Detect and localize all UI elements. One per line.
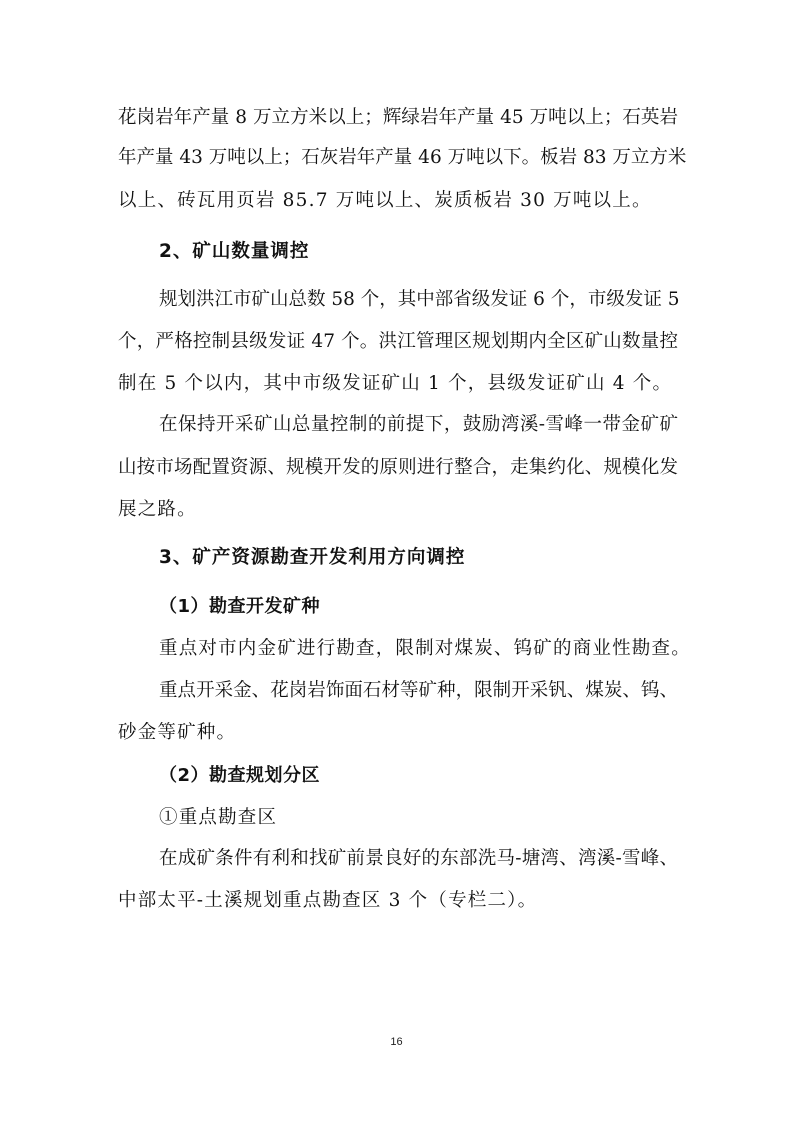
paragraph-6-line-1: 在成矿条件有利和找矿前景良好的东部洗马-塘湾、湾溪-雪峰、 (159, 848, 678, 869)
subsection-heading-1: （1）勘查开发矿种 (159, 596, 321, 617)
paragraph-4-line-1: 重点对市内金矿进行勘查，限制对煤炭、钨矿的商业性勘查。 (159, 638, 691, 659)
section-heading-3: 3、矿产资源勘查开发利用方向调控 (159, 547, 466, 568)
paragraph-3-line-1: 在保持开采矿山总量控制的前提下，鼓励湾溪-雪峰一带金矿矿 (159, 414, 678, 435)
paragraph-5-line-2: 砂金等矿种。 (118, 722, 237, 743)
page-number: 16 (390, 1036, 403, 1048)
paragraph-5-line-1: 重点开采金、花岗岩饰面石材等矿种，限制开采钒、煤炭、钨、 (159, 680, 678, 701)
paragraph-1-line-3: 以上、砖瓦用页岩 85.7 万吨以上、炭质板岩 30 万吨以上。 (118, 190, 652, 211)
paragraph-2-line-3: 制在 5 个以内，其中市级发证矿山 1 个，县级发证矿山 4 个。 (118, 373, 673, 394)
paragraph-2-line-2: 个，严格控制县级发证 47 个。洪江管理区规划期内全区矿山数量控 (118, 331, 678, 352)
section-heading-2: 2、矿山数量调控 (159, 241, 310, 262)
paragraph-3-line-2: 山按市场配置资源、规模开发的原则进行整合，走集约化、规模化发 (118, 457, 678, 478)
list-item-1: ①重点勘查区 (159, 807, 278, 828)
subsection-heading-2: （2）勘查规划分区 (159, 765, 321, 786)
paragraph-2-line-1: 规划洪江市矿山总数 58 个，其中部省级发证 6 个，市级发证 5 (159, 289, 680, 310)
paragraph-3-line-3: 展之路。 (118, 499, 197, 520)
paragraph-1-line-1: 花岗岩年产量 8 万立方米以上；辉绿岩年产量 45 万吨以上；石英岩 (118, 107, 678, 128)
paragraph-6-line-2: 中部太平-土溪规划重点勘查区 3 个（专栏二）。 (118, 890, 538, 911)
paragraph-1-line-2: 年产量 43 万吨以上；石灰岩年产量 46 万吨以下。板岩 83 万立方米 (118, 147, 687, 168)
